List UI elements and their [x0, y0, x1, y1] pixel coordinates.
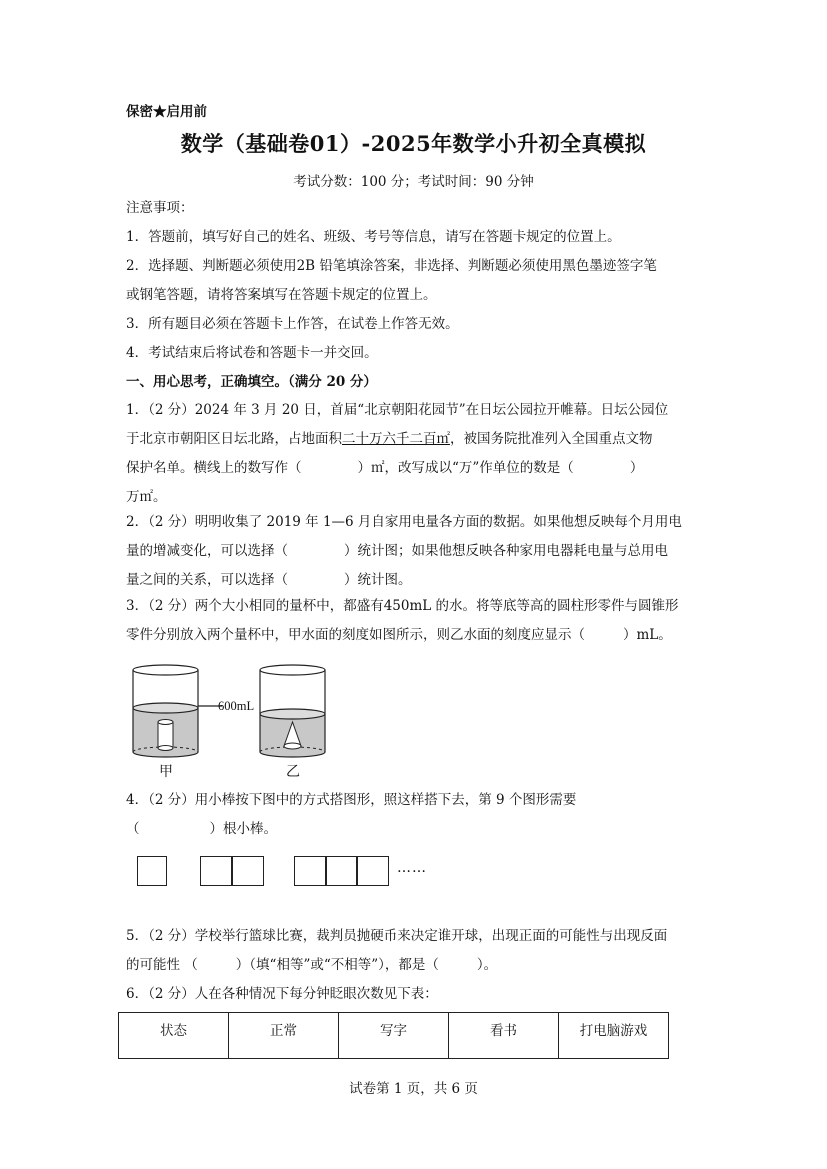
q1-line: 1．（2 分）2024 年 3 月 20 日，首届“北京朝阳花园节”在日坛公园拉开帷幕。日坛公园位: [126, 402, 669, 418]
question-6: [126, 980, 706, 1009]
question-3: [126, 592, 706, 650]
q1-line: [126, 425, 706, 454]
note-item: 2．选择题、判断题必须使用2B 铅笔填涂答案，非选择、判断题必须使用黑色墨迹签字笔: [126, 258, 657, 274]
q2-text: ）统计图；如果他想反映各种家用电器耗电量与总用电: [344, 543, 668, 559]
q4-text: ）根小棒。: [209, 821, 277, 837]
q1-text: ，被国务院批准列入全国重点文物: [450, 431, 653, 447]
cup-b-label: 乙: [286, 764, 300, 780]
confidential-label: 保密★启用前: [126, 104, 207, 120]
page-footer: 试卷第 1 页，共 6 页: [349, 1081, 478, 1097]
q6-line: 6．（2 分）人在各种情况下每分钟眨眼次数见下表：: [126, 986, 438, 1002]
q4-line: 4．（2 分）用小棒按下图中的方式搭图形，照这样搭下去，第 9 个图形需要: [126, 792, 577, 808]
q3-text: ）mL。: [623, 627, 672, 643]
stick-square: [294, 856, 327, 886]
q2-line: [126, 537, 706, 566]
blink-table: [118, 1012, 669, 1059]
table-header-cell: 打电脑游戏: [559, 1013, 669, 1059]
q3-text: 零件分别放入两个量杯中，甲水面的刻度如图所示，则乙水面的刻度应显示（: [126, 627, 585, 643]
note-item: 3．所有题目必须在答题卡上作答，在试卷上作答无效。: [126, 316, 459, 332]
table-header-cell: 状态: [119, 1013, 229, 1059]
q2-text: 量的增减变化，可以选择（: [126, 543, 288, 559]
q5-text: 的可能性 （: [126, 957, 198, 973]
q5-line: 5．（2 分）学校举行篮球比赛，裁判员抛硬币来决定谁开球，出现正面的可能性与出现反面: [126, 928, 668, 944]
q1-text: ）㎡，改写成以“万”作单位的数是（: [357, 460, 574, 476]
note-item: 1．答题前，填写好自己的姓名、班级、考号等信息，请写在答题卡规定的位置上。: [126, 229, 621, 245]
q3-line: [126, 621, 706, 650]
stick-square: [200, 856, 233, 886]
q1-text: ）: [629, 460, 644, 476]
stick-square: [231, 856, 264, 886]
q4-text: （: [126, 821, 140, 837]
table-header-cell: 写字: [339, 1013, 449, 1059]
note-item: 或钢笔答题，请将答案填写在答题卡规定的位置上。: [126, 287, 437, 303]
page-title: 数学（基础卷01）-2025年数学小升初全真模拟: [180, 131, 647, 156]
stick-square: [356, 856, 389, 886]
continuation-dots: ……: [397, 860, 427, 876]
q1-line: 万㎡。: [126, 489, 167, 505]
exam-info: 考试分数：100 分；考试时间：90 分钟: [293, 174, 534, 190]
q5-text: ）（填“相等”或“不相等”），都是（: [235, 957, 439, 973]
notes-heading: 注意事项：: [126, 200, 194, 216]
q2-text: 量之间的关系，可以选择（: [126, 572, 288, 588]
question-5: [126, 922, 706, 980]
stick-square: [325, 856, 358, 886]
stick-square: [137, 856, 167, 886]
cup-a-label: 甲: [159, 764, 173, 780]
q2-line: 2．（2 分）明明收集了 2019 年 1—6 月自家用电量各方面的数据。如果他想反映每个月用电: [126, 514, 682, 530]
q5-line: [126, 951, 706, 980]
cup-b-figure: [255, 660, 335, 780]
q4-line: [126, 815, 706, 844]
section-heading: 一、用心思考，正确填空。（满分 20 分）: [126, 374, 377, 390]
q1-line: [126, 454, 706, 483]
q3-line: 3．（2 分）两个大小相同的量杯中，都盛有450mL 的水。将等底等高的圆柱形零件与圆锥形: [126, 598, 679, 614]
table-header-cell: 正常: [229, 1013, 339, 1059]
question-1: [126, 396, 706, 512]
q1-text: 保护名单。横线上的数写作（: [126, 460, 302, 476]
q2-text: ）统计图。: [344, 572, 412, 588]
table-header-cell: 看书: [449, 1013, 559, 1059]
q5-text: ）。: [476, 957, 498, 973]
note-item: 4．考试结束后将试卷和答题卡一并交回。: [126, 345, 378, 361]
question-2: [126, 508, 706, 595]
cup-a: [133, 665, 198, 757]
q1-underlined-number: 二十万六千二百㎡: [342, 431, 450, 447]
q2-line: [126, 566, 706, 595]
question-4: [126, 786, 706, 844]
table-row: [119, 1013, 669, 1059]
notes-block: [126, 194, 706, 397]
level-mark-label: 600mL: [218, 699, 255, 713]
q1-text: 于北京市朝阳区日坛北路，占地面积: [126, 431, 342, 447]
